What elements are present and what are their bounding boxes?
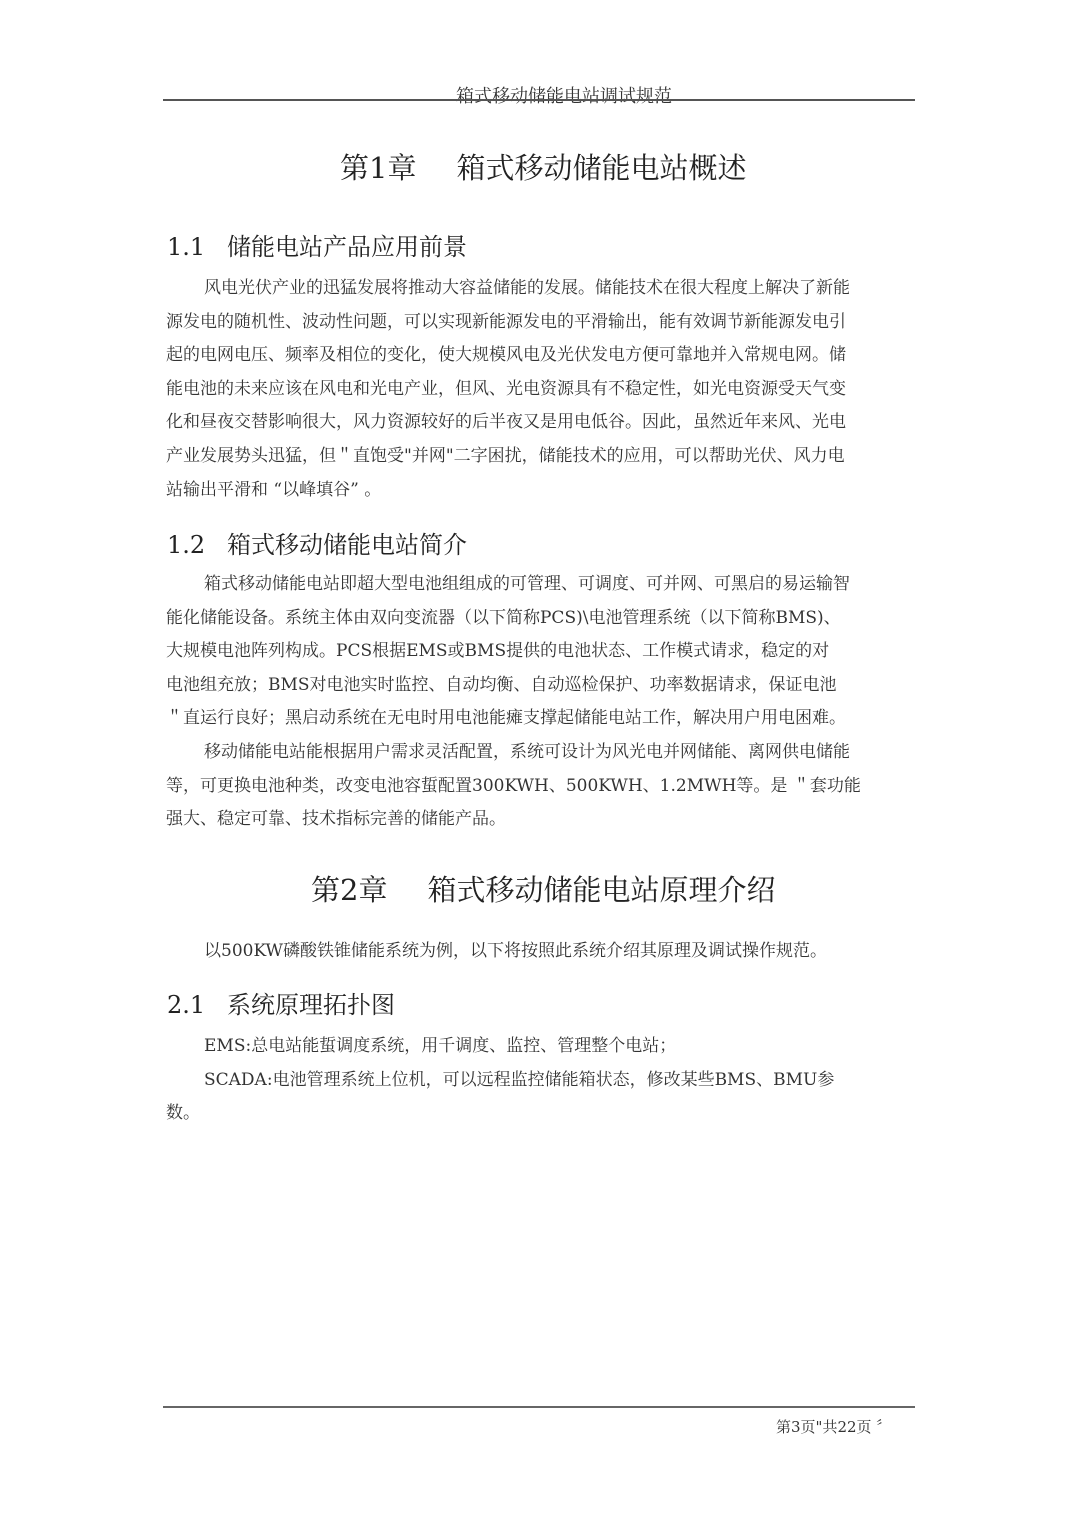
header-rule xyxy=(163,99,915,101)
body-line: 站输出平滑和 “以峰填谷” 。 xyxy=(166,479,382,500)
chapter-1-heading xyxy=(340,146,746,187)
running-header-title: 箱式移动储能电站调试规范 xyxy=(456,86,672,107)
footer-rule xyxy=(163,1406,915,1408)
body-line: 能化储能设备。系统主体由双向变流器（以下简称PCS)\电池管理系统（以下简称BMS)、 xyxy=(166,607,841,628)
body-line: 电池组充放；BMS对电池实时监控、自动均衡、自动巡检保护、功率数据请求，保证电池 xyxy=(166,674,837,695)
section-1-2-title: 箱式移动储能电站简介 xyxy=(227,531,467,559)
chapter-2-heading xyxy=(311,868,775,909)
body-line: 等，可更换电池种类，改变电池容蜇配置300KWH、500KWH、1.2MWH等。是 ＂套功能 xyxy=(166,775,861,796)
body-line: 大规模电池阵列构成。PCS根据EMS或BMS提供的电池状态、工作模式请求，稳定的对 xyxy=(166,641,830,662)
section-2-1-title: 系统原理拓扑图 xyxy=(227,991,395,1019)
page-number: 第3页"共22页 〞 xyxy=(776,1418,892,1436)
body-line: 以500KW磷酸铁锥储能系统为例，以下将按照此系统介绍其原理及调试操作规范。 xyxy=(204,941,828,961)
section-1-1-body xyxy=(166,272,921,507)
body-line: 风电光伏产业的迅猛发展将推动大容益储能的发展。储能技术在很大程度上解决了新能 xyxy=(204,278,850,298)
body-line: SCADA:电池管理系统上位机，可以远程监控储能箱状态，修改某些BMS、BMU参 xyxy=(204,1069,835,1090)
body-line: 移动储能电站能根据用户需求灵活配置，系统可设计为风光电并网储能、离网供电储能 xyxy=(204,741,850,762)
chapter-2-number: 第2章 xyxy=(311,873,388,907)
section-1-2-heading xyxy=(167,525,467,560)
chapter-1-number: 第1章 xyxy=(340,151,417,185)
section-1-2-body xyxy=(166,568,921,837)
body-line: 化和昼夜交替影响很大，风力资源较好的后半夜又是用电低谷。因此，虽然近年来风、光电 xyxy=(166,412,846,433)
chapter-1-title: 箱式移动储能电站概述 xyxy=(456,151,747,185)
body-line: 源发电的随机性、波动性问题，可以实现新能源发电的平滑输出，能有效调节新能源发电引 xyxy=(166,311,846,332)
body-line: 箱式移动储能电站即超大型电池组组成的可管理、可调度、可并网、可黑启的易运输智 xyxy=(204,574,850,594)
body-line: 数。 xyxy=(166,1103,200,1124)
section-1-2-number: 1.2 xyxy=(167,531,206,559)
body-line: 起的电网电压、频率及相位的变化，使大规模风电及光伏发电方便可靠地并入常规电网。储 xyxy=(166,345,846,366)
body-line: 强大、稳定可靠、技术指标完善的储能产品。 xyxy=(166,809,506,830)
body-line: 能电池的未来应该在风电和光电产业，但风、光电资源具有不稳定性，如光电资源受天气变 xyxy=(166,378,846,399)
body-line: 产业发展势头迅猛，但＂直饱受"并网"二字困扰，储能技术的应用，可以帮助光伏、风力电 xyxy=(166,445,845,466)
section-2-1-number: 2.1 xyxy=(167,991,206,1019)
chapter-2-title: 箱式移动储能电站原理介绍 xyxy=(427,873,776,907)
section-1-1-number: 1.1 xyxy=(167,233,206,261)
chapter-2-intro xyxy=(166,935,921,969)
section-2-1-body xyxy=(166,1030,921,1131)
section-2-1-heading xyxy=(167,985,395,1020)
section-1-1-title: 储能电站产品应用前景 xyxy=(227,233,467,261)
body-line: ＂直运行良好；黑启动系统在无电时用电池能瘫支撑起储能电站工作，解决用户用电困难。 xyxy=(166,708,846,729)
body-line: EMS:总电站能蜇调度系统，用千调度、监控、管理整个电站； xyxy=(204,1036,677,1056)
section-1-1-heading xyxy=(167,227,467,262)
